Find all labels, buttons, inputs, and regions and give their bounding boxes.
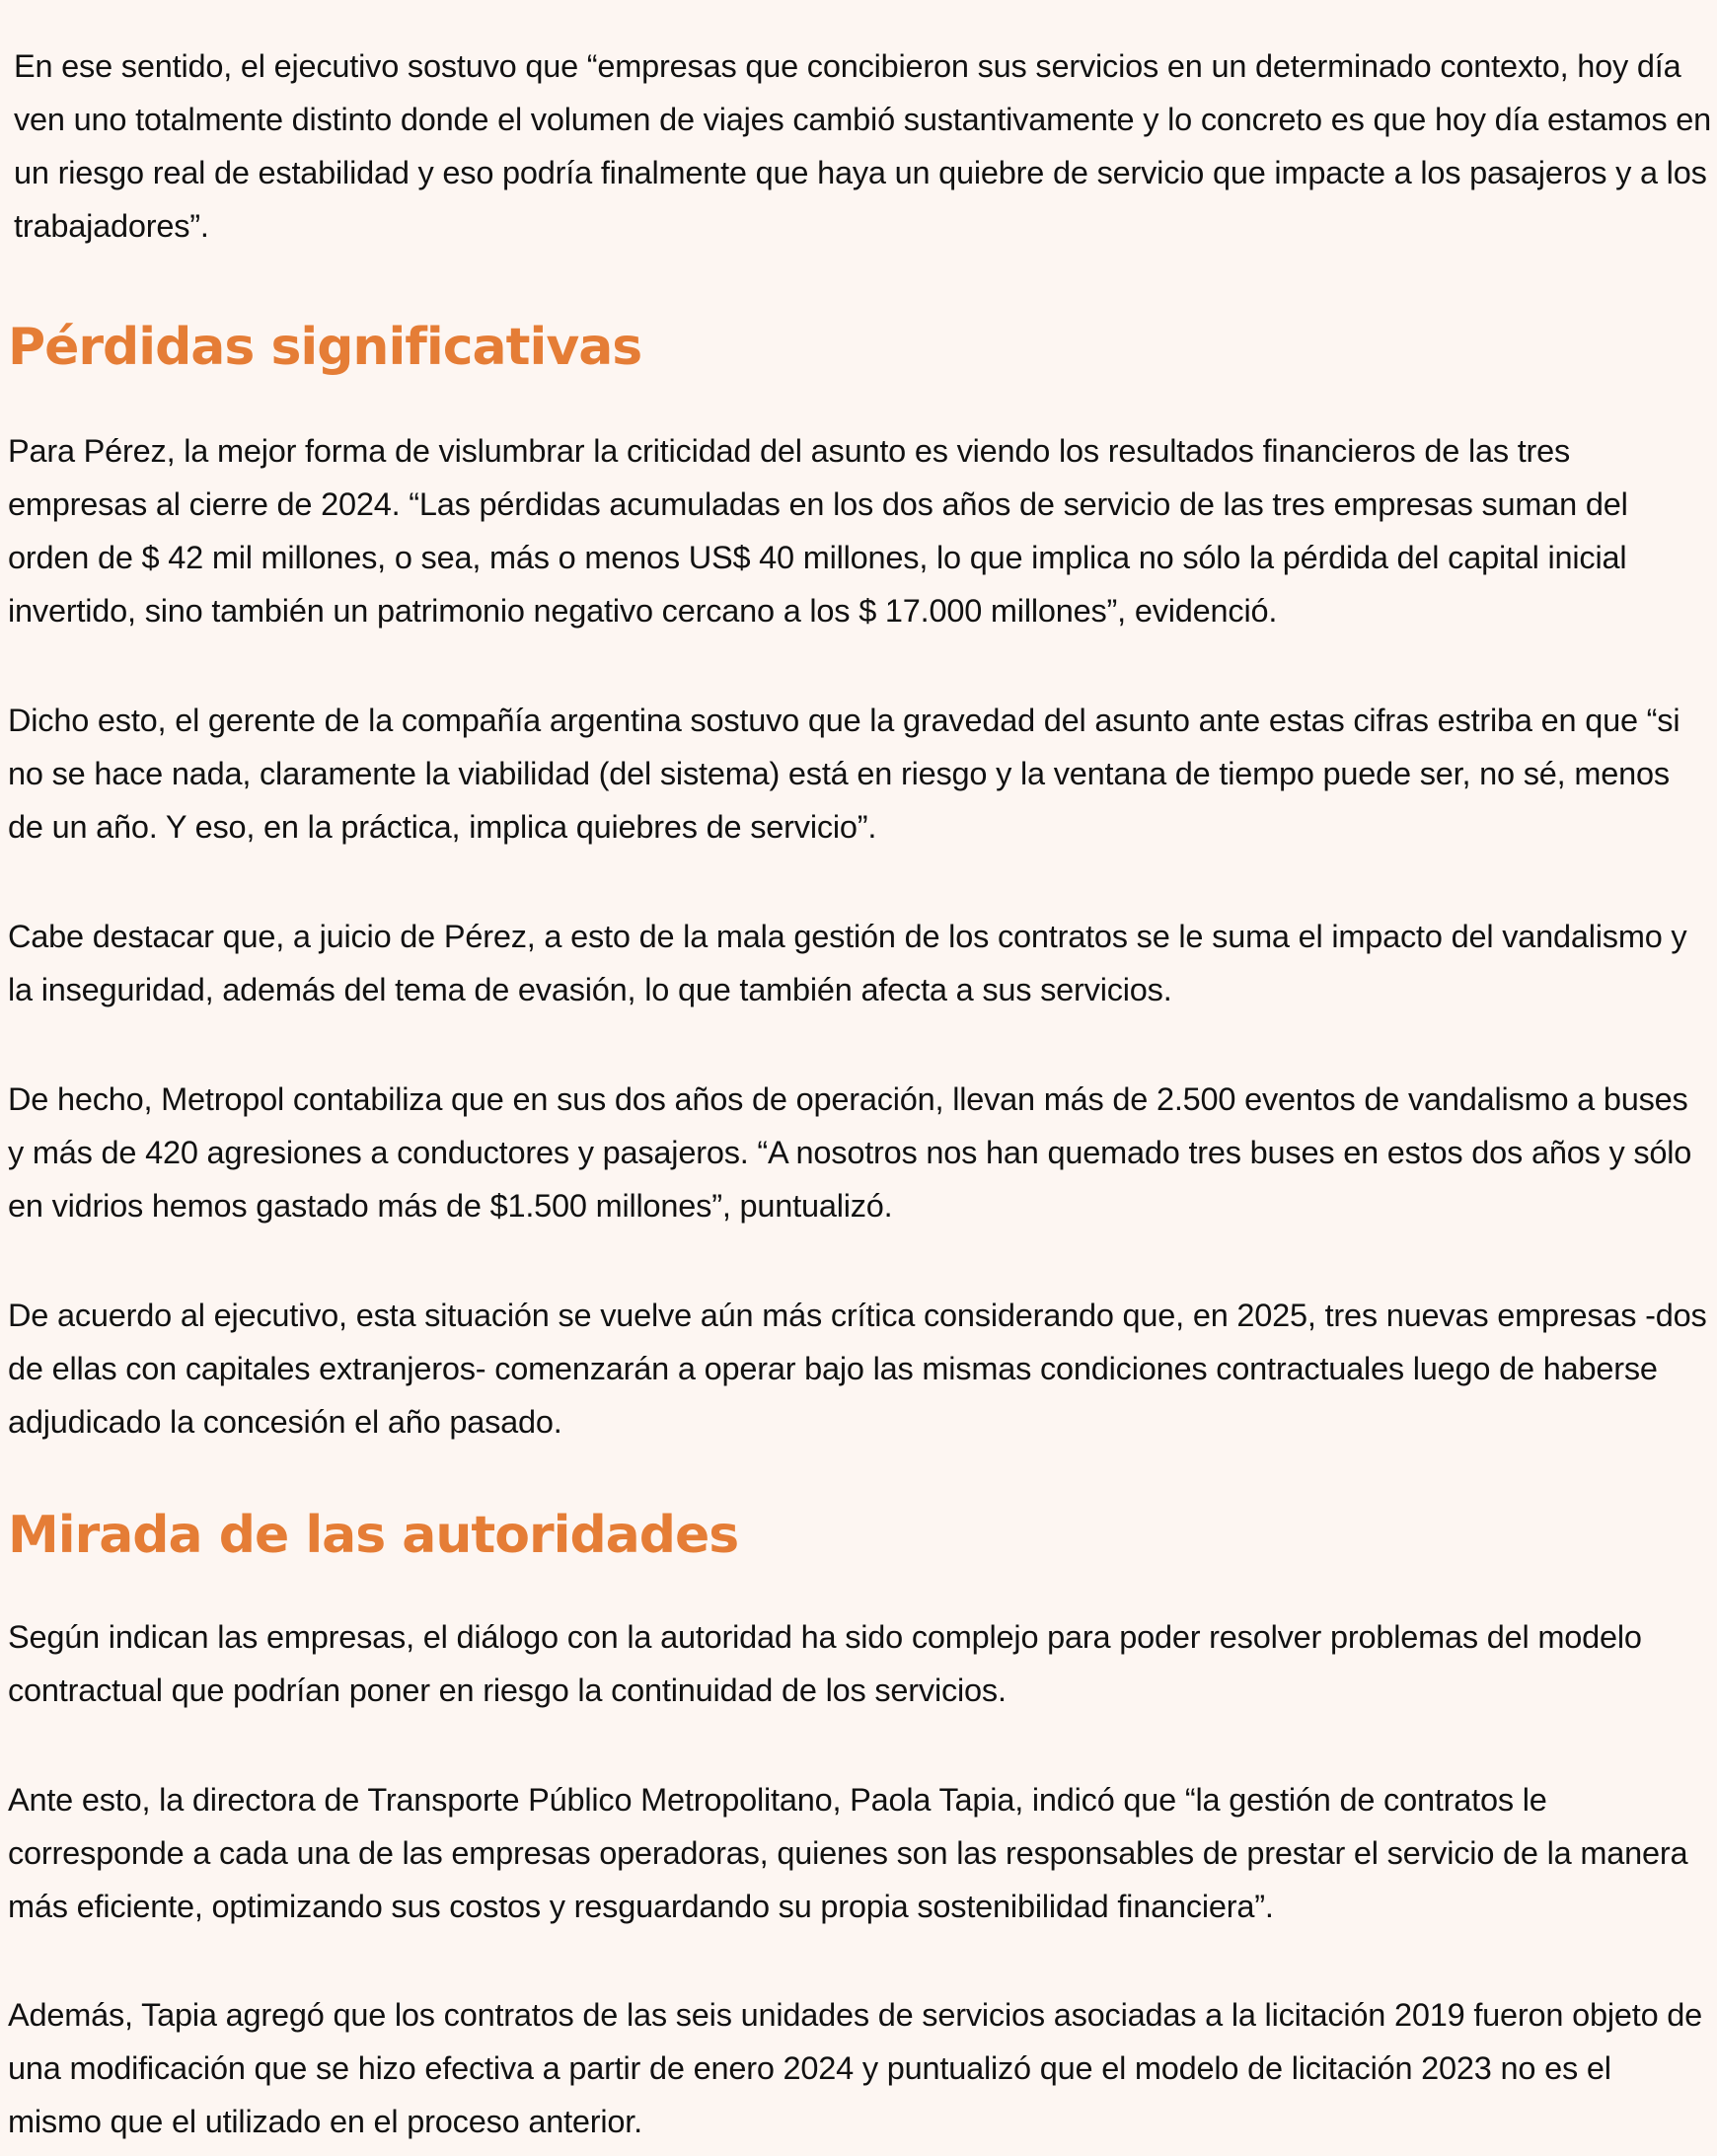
section-heading-perdidas: Pérdidas significativas [8,318,642,377]
paragraph-perdidas-4: De hecho, Metropol contabiliza que en sus dos años de operación, llevan más de 2.500 eventos de vandalismo a buses y más de 420 agresiones a conductores y pasajeros. “A nosotros nos han quemado tres buses en estos dos años y sólo en vidrios hemos gastado más de $1.500 millones”, puntualizó. [8,1081,1692,1224]
intro-paragraph: En ese sentido, el ejecutivo sostuvo que “empresas que concibieron sus servicios en un determinado contexto, hoy día ven uno totalmente distinto donde el volumen de viajes cambió sustantivamente y lo concreto es que hoy día estamos en un riesgo real de estabilidad y eso podría finalmente que haya un quiebre de servicio que impacte a los pasajeros y a los trabajadores”. [14,48,1711,244]
paragraph-perdidas-1: Para Pérez, la mejor forma de vislumbrar la criticidad del asunto es viendo los resultados financieros de las tres empresas al cierre de 2024. “Las pérdidas acumuladas en los dos años de servicio de las tres empresas suman del orden de $ 42 mil millones, o sea, más o menos US$ 40 millones, lo que implica no sólo la pérdida del capital inicial invertido, sino también un patrimonio negativo cercano a los $ 17.000 millones”, evidenció. [8,433,1628,629]
section-heading-autoridades: Mirada de las autoridades [8,1506,739,1565]
paragraph-autoridades-2: Ante esto, la directora de Transporte Público Metropolitano, Paola Tapia, indicó que “la gestión de contratos le corresponde a cada una de las empresas operadoras, quienes son las responsables de prestar el servicio de la manera más eficiente, optimizando sus costos y resguardando su propia sostenibilidad financiera”. [8,1782,1688,1924]
paragraph-perdidas-3: Cabe destacar que, a juicio de Pérez, a esto de la mala gestión de los contratos se le suma el impacto del vandalismo y la inseguridad, además del tema de evasión, lo que también afecta a sus servicios. [8,919,1687,1007]
paragraph-perdidas-5: De acuerdo al ejecutivo, esta situación se vuelve aún más crítica considerando que, en 2025, tres nuevas empresas -dos de ellas con capitales extranjeros- comenzarán a operar bajo las mismas condiciones contractuales luego de haberse adjudicado la concesión el año pasado. [8,1298,1707,1440]
paragraph-autoridades-1: Según indican las empresas, el diálogo con la autoridad ha sido complejo para poder resolver problemas del modelo contractual que podrían poner en riesgo la continuidad de los servicios. [8,1619,1642,1708]
paragraph-perdidas-2: Dicho esto, el gerente de la compañía argentina sostuvo que la gravedad del asunto ante estas cifras estriba en que “si no se hace nada, claramente la viabilidad (del sistema) está en riesgo y la ventana de tiempo puede ser, no sé, menos de un año. Y eso, en la práctica, implica quiebres de servicio”. [8,703,1680,845]
paragraph-autoridades-3: Además, Tapia agregó que los contratos de las seis unidades de servicios asociadas a la licitación 2019 fueron objeto de una modificación que se hizo efectiva a partir de enero 2024 y puntualizó que el modelo de licitación 2023 no es el mismo que el utilizado en el proceso anterior. [8,1997,1703,2139]
